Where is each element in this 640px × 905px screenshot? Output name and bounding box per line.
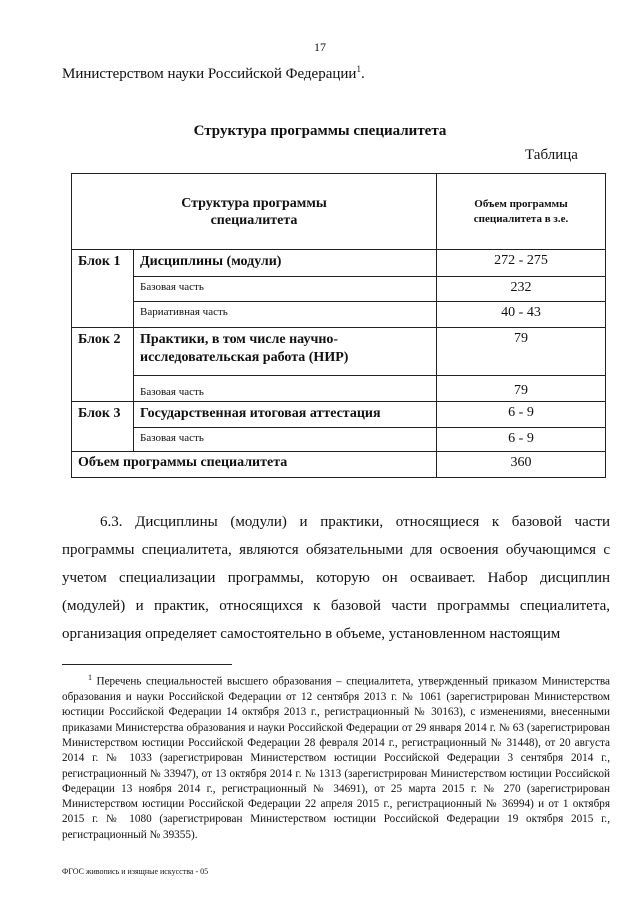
footnote-ref[interactable]: 1 — [356, 64, 361, 74]
page-number: 17 — [314, 40, 326, 54]
block-label: Блок 3 — [72, 402, 134, 452]
page-footer: ФГОС живопись и изящные искусства - 05 — [62, 867, 209, 876]
block-name: Государственная итоговая аттестация — [134, 402, 437, 428]
part-value: 6 - 9 — [437, 428, 606, 452]
part-value: 232 — [437, 277, 606, 302]
part-value: 79 — [437, 376, 606, 402]
header-structure: Структура программы специалитета — [72, 174, 437, 250]
table-row — [72, 402, 606, 428]
table-total-row — [72, 452, 606, 478]
intro-period: . — [360, 66, 365, 82]
intro-line — [62, 64, 365, 83]
block-label: Блок 1 — [72, 250, 134, 328]
total-value: 360 — [437, 452, 606, 478]
intro-text: Министерством науки Российской Федерации — [62, 66, 357, 82]
block-value: 272 - 275 — [437, 250, 606, 277]
table-row — [72, 302, 606, 328]
header-volume: Объем программы специалитета в з.е. — [437, 174, 606, 250]
part-name: Вариативная часть — [134, 302, 437, 328]
part-value: 40 - 43 — [437, 302, 606, 328]
block-name: Дисциплины (модули) — [134, 250, 437, 277]
part-name: Базовая часть — [134, 376, 437, 402]
footnote-text: Перечень специальностей высшего образования – специалитета, утвержденный приказом Министерства образования и науки Российской Федерации от 12 сентября 2013 г. № 1061 (зарегистрирован Министерством юстиции Российской Федерации 14 октября 2013 г., регистрационный № 30163), с изменениями, внесенными приказами Министерства образования и науки Российской Федерации от 29 января 2014 г. № 63 (зарегистрирован Министерством юстиции Российской Федерации 28 февраля 2014 г., регистрационный № 31448), от 20 августа 2014 г. № 1033 (зарегистрирован Министерством юстиции Российской Федерации 3 сентября 2014 г., регистрационный № 33947), от 13 октября 2014 г. № 1313 (зарегистрирован Министерством юстиции Российской Федерации 13 ноября 2014 г., регистрационный № 34691), от 25 марта 2015 г. № 270 (зарегистрирован Министерством юстиции Российской Федерации 22 апреля 2015 г., регистрационный № 36994) и от 1 октября 2015 г. № 1080 (зарегистрирован Министерством юстиции Российской Федерации 19 октября 2015 г., регистрационный № 39355). — [62, 675, 610, 841]
footnote — [62, 670, 610, 843]
block-value: 79 — [437, 328, 606, 376]
footnote-mark: 1 — [88, 673, 92, 682]
part-name: Базовая часть — [134, 428, 437, 452]
table-label: Таблица — [525, 147, 578, 163]
structure-table — [71, 173, 606, 478]
block-value: 6 - 9 — [437, 402, 606, 428]
block-label: Блок 2 — [72, 328, 134, 402]
table-row — [72, 277, 606, 302]
table-header-row — [72, 174, 606, 250]
footnote-divider — [62, 664, 232, 665]
table-title: Структура программы специалитета — [193, 123, 447, 139]
block-name: Практики, в том числе научно-исследовательская работа (НИР) — [134, 328, 437, 376]
part-name: Базовая часть — [134, 277, 437, 302]
paragraph-text: 6.3. Дисциплины (модули) и практики, относящиеся к базовой части программы специалитета, являются обязательными для освоения обучающимся с учетом специализации программы, которую он осваивает. Набор дисциплин (модулей) и практик, относящихся к базовой части программы специалитета, организация определяет самостоятельно в объеме, установленном настоящим — [62, 514, 610, 642]
total-label: Объем программы специалитета — [72, 452, 437, 478]
table-row — [72, 250, 606, 277]
table-row — [72, 328, 606, 376]
table-row — [72, 428, 606, 452]
body-paragraph — [62, 508, 610, 648]
table-row — [72, 376, 606, 402]
